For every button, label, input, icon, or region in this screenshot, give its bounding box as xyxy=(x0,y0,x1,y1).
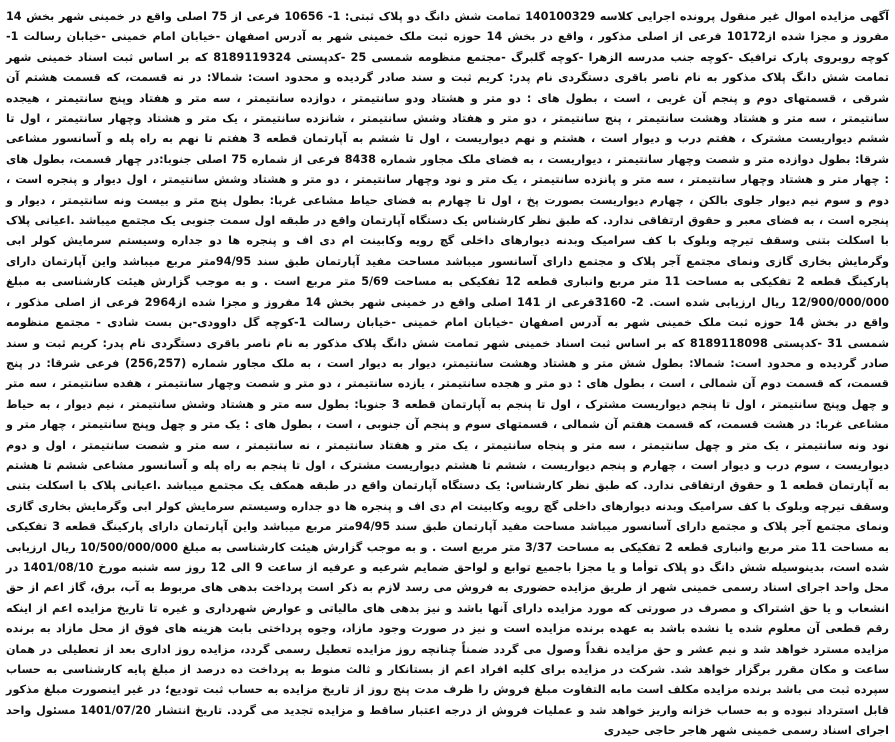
auction-notice-text: آگهی مزایده اموال غیر منقول پرونده اجرایی کلاسه 140100329 تمامت شش دانگ دو پلاک ثبتی: 1- 10656 فرعی از 75 اصلی واقع در خمینی شهر بخش 14 مفروز و مجزا شده از10172 فرعی از اصلی مذکور ، واقع در بخش 14 حوزه ثبت ملک خمینی شهر به آدرس اصفهان -خیابان امام خمینی -خیابان رسالت 1-کوچه روبروی پارک ترافیک -کوچه جنب مدرسه الزهرا -کوچه گلبرگ -مجتمع منظومه شمسی 25 -کدپستی 8189119324 که بر اساس ثبت اسناد خمینی شهر تمامت شش دانگ پلاک مذکور به نام ناصر باقری دستگردی نام پدر: کریم ثبت و سند صادر گردیده و محدود است: شمالا: در نه قسمت، که قسمت هشتم آن شرقی ، قسمتهای دوم و پنجم آن غربی ، است ، بطول های : دو متر و هشتاد ودو سانتیمتر ، دوازده سانتیمتر ، سه متر و هفتاد وپنج سانتیمتر ، هیجده سانتیمتر ، سه متر و هشتاد وهشت سانتیمتر ، پنج سانتیمتر ، دو متر و هفتاد وشش سانتیمتر ، شانزده سانتیمتر ، یک متر و هشتاد وچهار سانتیمتر ، اول تا ششم دیواریست مشترک ، هفتم درب و دیوار است ، هشتم و نهم دیواریست ، اول تا ششم به آپارتمان قطعه 3 هفتم تا نهم به راه پله و آسانسور مشاعی شرقا: بطول دوازده متر و شصت وچهار سانتیمتر ، دیواریست ، به فضای ملک مجاور شماره 8438 فرعی از شماره 75 اصلی جنوبا:در چهار قسمت، بطول های : چهار متر و هشتاد وچهار سانتیمتر ، سه متر و پانزده سانتیمتر ، یک متر و نود وچهار سانتیمتر ، دو متر و هشتاد وشش سانتیمتر ، اول دیوار و پنجره است ، دوم و سوم نیم دیوار جلوی بالکن ، چهارم دیواریست بصورت پخ ، اول تا چهارم به فضای حیاط مشاعی غربا: بطول پنج متر و بیست ونه سانتیمتر ، دیوار و پنجره است ، به فضای معبر و حقوق ارتفاقی ندارد. که طبق نظر کارشناس یک دستگاه آپارتمان واقع در طبقه اول سمت جنوبی یک مجتمع میباشد .اعیانی پلاک با اسکلت بتنی وسقف تیرچه وبلوک با کف سرامیک وبدنه دیوارهای داخلی گچ رویه وکابینت ام دی اف و پنجره ها دو جداره وسیستم سرمایش کولر ابی وگرمایش بخاری گازی ونمای مجتمع آجر پلاک و مجتمع دارای آسانسور میباشد مساحت مفید آپارتمان طبق سند 94/95متر مربع میباشد واین آپارتمان دارای پارکینگ قطعه 2 تفکیکی به مساحت 11 متر مربع وانباری قطعه 12 تفکیکی به مساحت 5/69 متر مربع است . و به موجب گزارش هیئت کارشناسی به مبلغ 12/900/000/000 ریال ارزیابی شده است. 2- 3160فرعی از 141 اصلی واقع در خمینی شهر بخش 14 مفروز و مجزا شده از2964 فرعی از اصلی مذکور ، واقع در بخش 14 حوزه ثبت ملک خمینی شهر به آدرس اصفهان -خیابان امام خمینی -خیابان رسالت 1-کوچه گل داوودی-بن بست شادی - مجتمع منظومه شمسی 31 -کدپستی 8189118098 که بر اساس ثبت اسناد خمینی شهر تمامت شش دانگ پلاک مذکور به نام ناصر باقری دستگردی نام پدر: کریم ثبت و سند صادر گردیده و محدود است: شمالا: بطول شش متر و هشتاد وهشت سانتیمتر، دیوار به دیوار است ، به ملک مجاور شماره (256,257) فرعی شرقا: در پنج قسمت، که قسمت دوم آن شمالی ، است ، بطول های : دو متر و هجده سانتیمتر ، یازده سانتیمتر ، دو متر و شصت وچهار سانتیمتر ، هفده سانتیمتر ، سه متر و چهل وپنج سانتیمتر ، اول تا پنجم دیواریست مشترک ، اول تا پنجم به آپارتمان قطعه 3 جنوبا: بطول سه متر و هشتاد وشش سانتیمتر ، نیم دیوار ، به حیاط مشاعی غربا: در هشت قسمت، که قسمت هفتم آن شمالی ، قسمتهای سوم و پنجم آن جنوبی ، است ، بطول های : یک متر و چهل وپنج سانتیمتر ، چهار متر و نود ونه سانتیمتر ، یک متر و چهل سانتیمتر ، سه متر و پنجاه سانتیمتر ، یک متر و هفتاد سانتیمتر ، نه سانتیمتر ، سه متر و شصت سانتیمتر ، اول و دوم دیواریست ، سوم درب و دیوار است ، چهارم و پنجم دیواریست ، ششم تا هشتم دیواریست مشترک ، اول تا پنجم به راه پله و آسانسور مشاعی ششم تا هشتم به آپارتمان قطعه 1 و حقوق ارتفاقی ندارد. که طبق نظر کارشناس: یک دستگاه آپارتمان واقع در طبقه همکف یک مجتمع میباشد .اعیانی پلاک با اسکلت بتنی وسقف تیرچه وبلوک با کف سرامیک وبدنه دیوارهای داخلی گچ رویه وکابینت ام دی اف و پنجره ها دو جداره وسیستم سرمایش کولر ابی وگرمایش بخاری گازی ونمای مجتمع آجر پلاک و مجتمع دارای آسانسور میباشد مساحت مفید آپارتمان طبق سند 94/95متر مربع میباشد واین آپارتمان دارای پارکینگ قطعه 3 تفکیکی به مساحت 11 متر مربع وانباری قطعه 2 تفکیکی به مساحت 3/37 متر مربع است . و به موجب گزارش هیئت کارشناسی به مبلغ 10/500/000/000 ریال ارزیابی شده است، بدینوسیله شش دانگ دو پلاک توأما و یا مجزا باجمیع توابع و لواحق ضمایم شرعیه و عرفیه از ساعت 9 الی 12 روز سه شنبه مورخ 1401/08/10 در محل واحد اجرای اسناد رسمی خمینی شهر از طریق مزایده حضوری به فروش می رسد لازم به ذکر است پرداخت بدهی های مربوط به آب، برق، گاز اعم از حق انشعاب و یا حق اشتراک و مصرف در صورتی که مورد مزایده دارای آنها باشد و نیز بدهی های مالیاتی و عوارض شهرداری و غیره تا تاریخ مزایده اعم از اینکه رقم قطعی آن معلوم شده یا نشده باشد به عهده برنده مزایده است و نیز در صورت وجود مازاد، وجوه پرداختی بابت هزینه های فوق از محل مازاد به برنده مزایده مسترد خواهد شد و نیم عشر و حق مزایده نقداً وصول می گردد ضمناً چنانچه روز مزایده تعطیل رسمی گردد، مزایده روز اداری بعد از تعطیلی در همان ساعت و مکان مقرر برگزار خواهد شد. شرکت در مزایده برای کلیه افراد اعم از بستانکار و ثالث منوط به پرداخت ده درصد از مبلغ پایه کارشناسی به حساب سپرده ثبت می باشد برنده مزایده مکلف است مابه التفاوت مبلغ فروش را ظرف مدت پنج روز از تاریخ مزایده به حساب ثبت تودیع؛ در غیر اینصورت مبلغ مذکور قابل استرداد نبوده و به حساب خزانه واریز خواهد شد و عملیات فروش از درجه اعتبار ساقط و مزایده تجدید می گردد. تاریخ انتشار 1401/07/20 مسئول واحد اجرای اسناد رسمی خمینی شهر هاجر حاجی حیدری xyxy=(6,10,890,738)
